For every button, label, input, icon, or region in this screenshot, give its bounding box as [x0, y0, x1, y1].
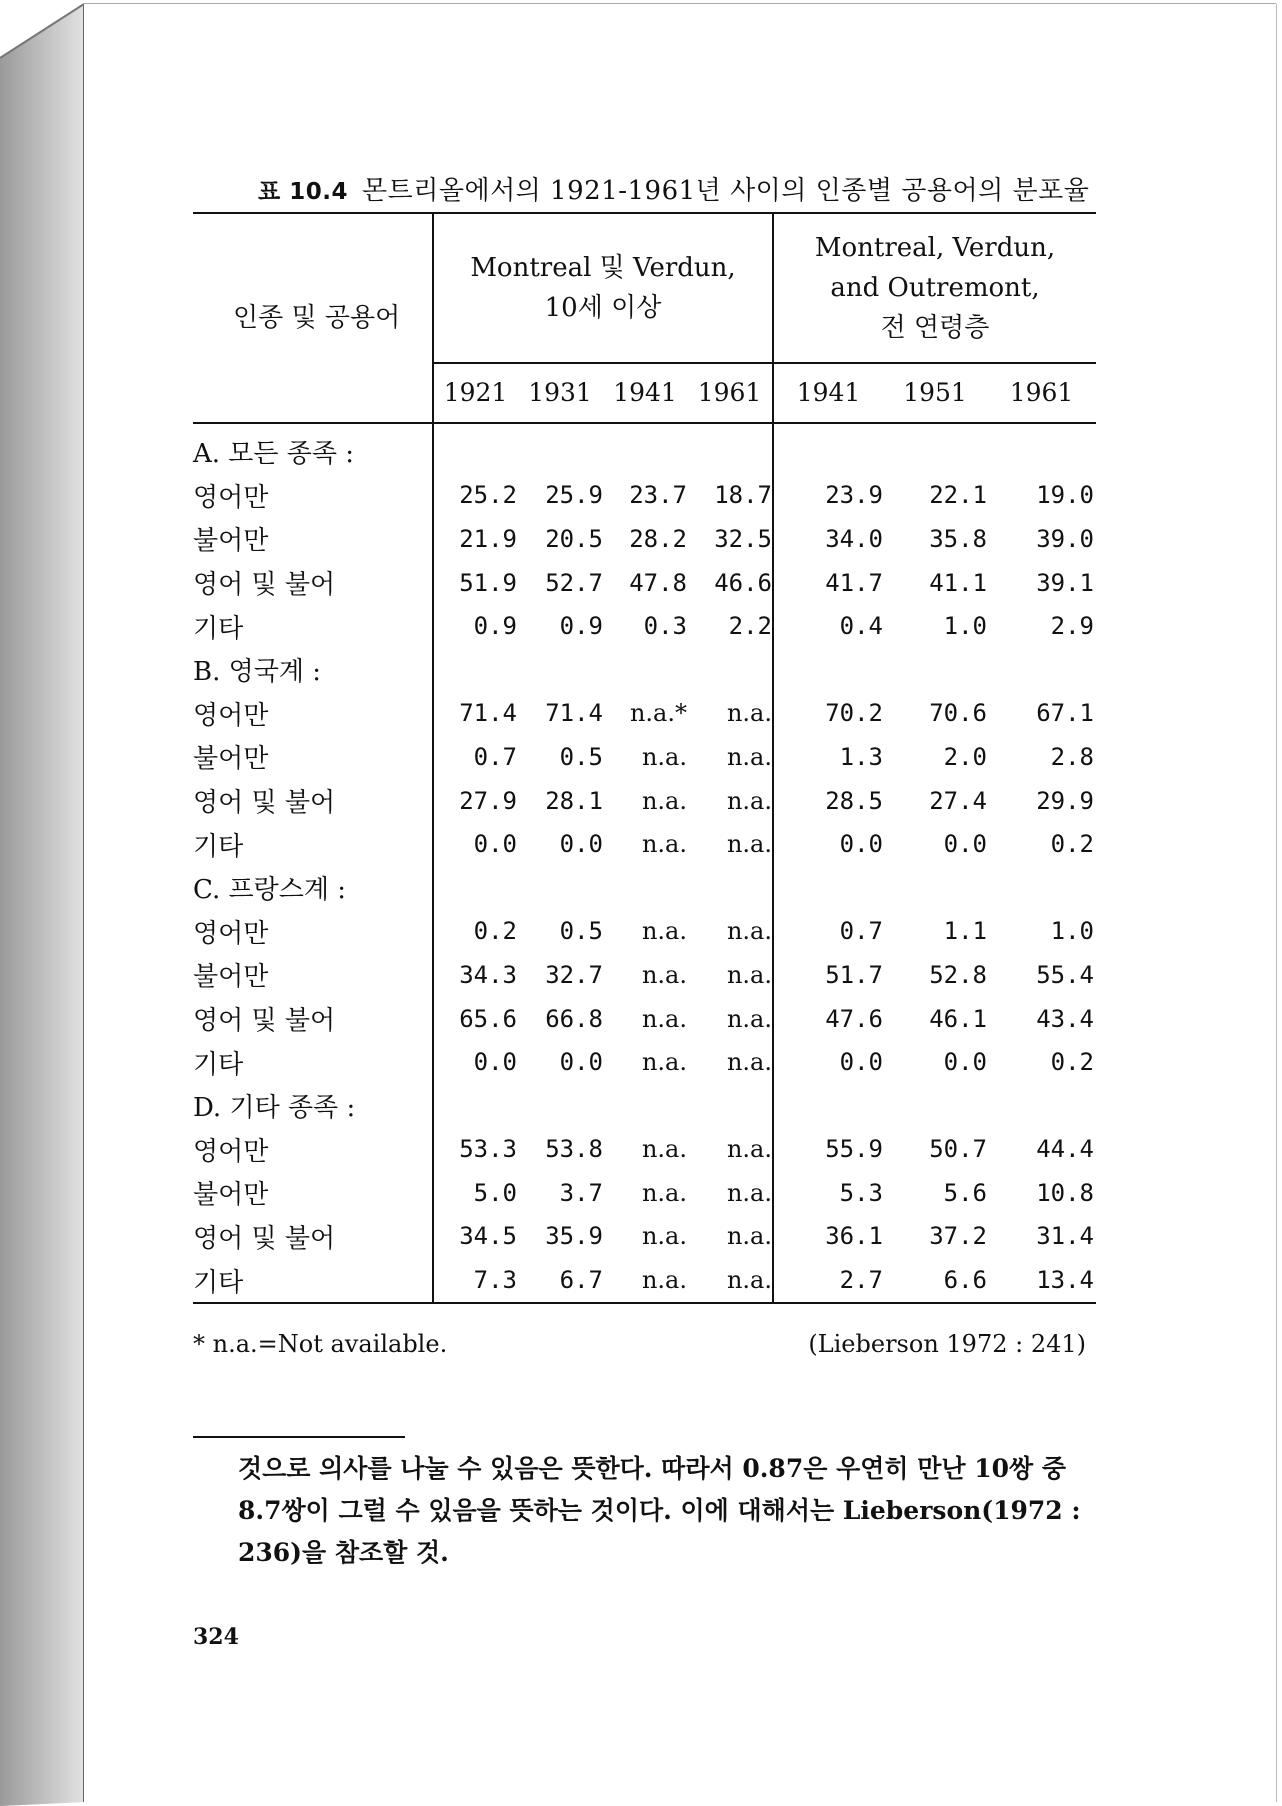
- value-cell: 21.9: [433, 517, 517, 561]
- row-label: 영어만: [193, 1136, 269, 1167]
- table-row: [193, 1171, 1096, 1215]
- value-cell: 67.1: [1036, 699, 1094, 728]
- empty-cell: [773, 1084, 883, 1128]
- value-cell: n.a.: [726, 1004, 772, 1033]
- year-header: 1951: [903, 378, 967, 407]
- value-cell: 2.0: [943, 742, 987, 771]
- table-row: [193, 1258, 1096, 1303]
- empty-cell: [603, 866, 687, 910]
- value-cell: 43.4: [1036, 1004, 1094, 1033]
- value-cell: 0.0: [433, 822, 517, 866]
- empty-cell: [517, 1084, 603, 1128]
- section-label: D. 기타 종족 :: [193, 1093, 356, 1124]
- footnote-line: 것으로 의사를 나눌 수 있음은 뜻한다. 따라서 0.87은 우연히 만난 10쌍 중: [238, 1454, 1067, 1483]
- group2-line3: 전 연령층: [880, 313, 990, 343]
- value-cell: 6.7: [559, 1266, 603, 1295]
- value-cell: 7.3: [433, 1258, 517, 1303]
- empty-cell: [433, 866, 517, 910]
- group2-header: [773, 213, 1096, 363]
- value-cell: 2.7: [773, 1258, 883, 1303]
- table-row: [193, 910, 1096, 954]
- table-row: [193, 735, 1096, 779]
- value-cell: 0.7: [433, 735, 517, 779]
- value-cell: 1.0: [943, 612, 987, 641]
- empty-cell: [687, 423, 773, 474]
- group2-line1: Montreal, Verdun,: [814, 233, 1056, 263]
- value-cell: 70.6: [929, 699, 987, 728]
- value-cell: n.a.: [641, 1135, 687, 1164]
- empty-cell: [773, 648, 883, 692]
- value-cell: 66.8: [545, 1004, 603, 1033]
- value-cell: 5.0: [433, 1171, 517, 1215]
- value-cell: 51.7: [773, 953, 883, 997]
- value-cell: n.a.: [726, 1048, 772, 1077]
- section-label: A. 모든 종족 :: [193, 439, 355, 470]
- table-title-text: 몬트리올에서의 1921-1961년 사이의 인종별 공용어의 분포율: [361, 176, 1090, 206]
- value-cell: 28.1: [545, 786, 603, 815]
- value-cell: 46.6: [714, 568, 772, 597]
- value-cell: 41.1: [929, 568, 987, 597]
- value-cell: 1.0: [1050, 917, 1094, 946]
- value-cell: 71.4: [545, 699, 603, 728]
- value-cell: n.a.: [726, 786, 772, 815]
- table-row: [193, 517, 1096, 561]
- value-cell: n.a.: [641, 960, 687, 989]
- empty-cell: [987, 423, 1096, 474]
- value-cell: 34.0: [773, 517, 883, 561]
- empty-cell: [883, 1084, 987, 1128]
- empty-cell: [517, 423, 603, 474]
- value-cell: n.a.*: [629, 699, 687, 728]
- table-row: [193, 822, 1096, 866]
- value-cell: 53.8: [545, 1135, 603, 1164]
- value-cell: 2.9: [1050, 612, 1094, 641]
- empty-cell: [603, 423, 687, 474]
- value-cell: 1.1: [943, 917, 987, 946]
- data-table: [193, 212, 1096, 1304]
- value-cell: n.a.: [726, 1222, 772, 1251]
- value-cell: 70.2: [773, 692, 883, 736]
- value-cell: 18.7: [714, 481, 772, 510]
- row-label-header: 인종 및 공용어: [233, 303, 401, 333]
- value-cell: 36.1: [773, 1215, 883, 1259]
- value-cell: 2.8: [1050, 742, 1094, 771]
- value-cell: 13.4: [1036, 1266, 1094, 1295]
- row-label: 영어 및 불어: [193, 570, 336, 601]
- empty-cell: [773, 423, 883, 474]
- year-header: 1941: [613, 378, 677, 407]
- value-cell: 0.7: [773, 910, 883, 954]
- value-cell: 0.0: [943, 830, 987, 859]
- value-cell: 32.5: [714, 524, 772, 553]
- value-cell: 2.2: [728, 612, 772, 641]
- year-header: 1941: [773, 363, 883, 423]
- row-label: 기타: [193, 831, 244, 862]
- year-header: 1961: [1009, 378, 1074, 407]
- value-cell: 0.2: [1050, 1048, 1094, 1077]
- row-label: 불어만: [193, 744, 269, 775]
- value-cell: 44.4: [1036, 1135, 1094, 1164]
- table-row: [193, 779, 1096, 823]
- empty-cell: [433, 1084, 517, 1128]
- value-cell: 22.1: [929, 481, 987, 510]
- section-row: [193, 1084, 1096, 1128]
- value-cell: n.a.: [726, 917, 772, 946]
- value-cell: 5.6: [943, 1178, 987, 1207]
- section-row: [193, 423, 1096, 474]
- row-label: 영어만: [193, 918, 269, 949]
- empty-cell: [883, 423, 987, 474]
- value-cell: n.a.: [726, 699, 772, 728]
- group1-header: [433, 213, 773, 363]
- row-label: 불어만: [193, 1180, 269, 1211]
- value-cell: 47.6: [773, 997, 883, 1041]
- row-label: 영어 및 불어: [193, 1223, 336, 1254]
- source-citation: (Lieberson 1972 : 241): [808, 1330, 1086, 1358]
- value-cell: 25.9: [545, 481, 603, 510]
- value-cell: 23.7: [629, 481, 687, 510]
- value-cell: 0.9: [559, 612, 603, 641]
- value-cell: 55.9: [773, 1128, 883, 1172]
- value-cell: 37.2: [929, 1222, 987, 1251]
- empty-cell: [987, 866, 1096, 910]
- table-row: [193, 474, 1096, 518]
- value-cell: 0.0: [773, 822, 883, 866]
- value-cell: 1.3: [773, 735, 883, 779]
- value-cell: 52.7: [545, 568, 603, 597]
- value-cell: 6.6: [943, 1266, 987, 1295]
- value-cell: n.a.: [641, 1048, 687, 1077]
- value-cell: 35.8: [929, 524, 987, 553]
- year-header: 1921: [433, 363, 517, 423]
- value-cell: 0.0: [559, 830, 603, 859]
- value-cell: 41.7: [773, 561, 883, 605]
- value-cell: 50.7: [929, 1135, 987, 1164]
- empty-cell: [883, 648, 987, 692]
- footnote: [238, 1448, 1098, 1574]
- empty-cell: [687, 866, 773, 910]
- value-cell: 28.5: [773, 779, 883, 823]
- value-cell: 23.9: [773, 474, 883, 518]
- empty-cell: [883, 866, 987, 910]
- empty-cell: [433, 648, 517, 692]
- value-cell: 0.3: [643, 612, 687, 641]
- group1-line1: Montreal 및 Verdun,: [470, 253, 736, 283]
- footnote-line: 236)을 참조할 것.: [238, 1538, 449, 1567]
- value-cell: 19.0: [1036, 481, 1094, 510]
- value-cell: n.a.: [641, 830, 687, 859]
- value-cell: 0.0: [433, 1040, 517, 1084]
- empty-cell: [687, 648, 773, 692]
- value-cell: n.a.: [641, 786, 687, 815]
- value-cell: n.a.: [641, 1222, 687, 1251]
- empty-cell: [517, 648, 603, 692]
- value-cell: 29.9: [1036, 786, 1094, 815]
- value-cell: 53.3: [433, 1128, 517, 1172]
- table-row: [193, 953, 1096, 997]
- value-cell: 27.4: [929, 786, 987, 815]
- value-cell: 0.5: [559, 917, 603, 946]
- value-cell: 27.9: [433, 779, 517, 823]
- value-cell: 34.5: [433, 1215, 517, 1259]
- value-cell: 65.6: [433, 997, 517, 1041]
- value-cell: n.a.: [641, 742, 687, 771]
- value-cell: n.a.: [726, 960, 772, 989]
- value-cell: 0.0: [943, 1048, 987, 1077]
- value-cell: n.a.: [641, 1178, 687, 1207]
- value-cell: 3.7: [559, 1178, 603, 1207]
- value-cell: 35.9: [545, 1222, 603, 1251]
- page-number: 324: [193, 1624, 239, 1650]
- value-cell: 39.0: [1036, 524, 1094, 553]
- table-row: [193, 1040, 1096, 1084]
- row-label: 기타: [193, 1267, 244, 1298]
- value-cell: 0.4: [773, 604, 883, 648]
- row-label: 기타: [193, 1049, 244, 1080]
- value-cell: 5.3: [773, 1171, 883, 1215]
- row-label: 영어만: [193, 482, 269, 513]
- value-cell: 0.0: [559, 1048, 603, 1077]
- row-label: 영어 및 불어: [193, 1006, 336, 1037]
- value-cell: 71.4: [433, 692, 517, 736]
- table-row: [193, 1215, 1096, 1259]
- table-label: 표 10.4: [258, 179, 348, 205]
- table-row: [193, 1128, 1096, 1172]
- empty-cell: [773, 866, 883, 910]
- value-cell: 20.5: [545, 524, 603, 553]
- empty-cell: [517, 866, 603, 910]
- empty-cell: [687, 1084, 773, 1128]
- section-row: [193, 648, 1096, 692]
- row-label: 기타: [193, 613, 244, 644]
- value-cell: 28.2: [629, 524, 687, 553]
- value-cell: n.a.: [726, 742, 772, 771]
- value-cell: n.a.: [726, 1135, 772, 1164]
- value-cell: 25.2: [433, 474, 517, 518]
- table-row: [193, 604, 1096, 648]
- row-label: 영어만: [193, 700, 269, 731]
- footnote-rule: [193, 1436, 405, 1438]
- value-cell: n.a.: [641, 1266, 687, 1295]
- na-note: * n.a.=Not available.: [193, 1330, 448, 1358]
- value-cell: 32.7: [545, 960, 603, 989]
- year-header: 1931: [528, 378, 592, 407]
- value-cell: 0.2: [1050, 830, 1094, 859]
- table-body: [193, 423, 1096, 1303]
- value-cell: 46.1: [929, 1004, 987, 1033]
- value-cell: 0.9: [433, 604, 517, 648]
- value-cell: n.a.: [641, 917, 687, 946]
- value-cell: 0.2: [433, 910, 517, 954]
- empty-cell: [433, 423, 517, 474]
- value-cell: 39.1: [1036, 568, 1094, 597]
- table-title: [258, 170, 1089, 207]
- value-cell: 0.5: [559, 742, 603, 771]
- value-cell: n.a.: [726, 1266, 772, 1295]
- value-cell: 34.3: [433, 953, 517, 997]
- empty-cell: [603, 648, 687, 692]
- value-cell: n.a.: [726, 830, 772, 859]
- table-row: [193, 997, 1096, 1041]
- table-row: [193, 561, 1096, 605]
- table-row: [193, 692, 1096, 736]
- empty-cell: [987, 1084, 1096, 1128]
- group1-line2: 10세 이상: [544, 293, 662, 323]
- value-cell: 55.4: [1036, 960, 1094, 989]
- year-header: 1961: [697, 378, 762, 407]
- empty-cell: [987, 648, 1096, 692]
- section-row: [193, 866, 1096, 910]
- section-label: B. 영국계 :: [193, 657, 322, 688]
- value-cell: n.a.: [726, 1178, 772, 1207]
- value-cell: 51.9: [433, 561, 517, 605]
- value-cell: 10.8: [1036, 1178, 1094, 1207]
- footnote-line: 8.7쌍이 그럴 수 있음을 뜻하는 것이다. 이에 대해서는 Lieberson(1972 :: [238, 1496, 1081, 1525]
- value-cell: 47.8: [629, 568, 687, 597]
- group2-line2: and Outremont,: [830, 273, 1040, 303]
- empty-cell: [603, 1084, 687, 1128]
- row-label: 영어 및 불어: [193, 788, 336, 819]
- row-label: 불어만: [193, 526, 269, 557]
- value-cell: 0.0: [773, 1040, 883, 1084]
- section-label: C. 프랑스계 :: [193, 875, 346, 906]
- value-cell: 52.8: [929, 960, 987, 989]
- row-label: 불어만: [193, 962, 269, 993]
- value-cell: n.a.: [641, 1004, 687, 1033]
- value-cell: 31.4: [1036, 1222, 1094, 1251]
